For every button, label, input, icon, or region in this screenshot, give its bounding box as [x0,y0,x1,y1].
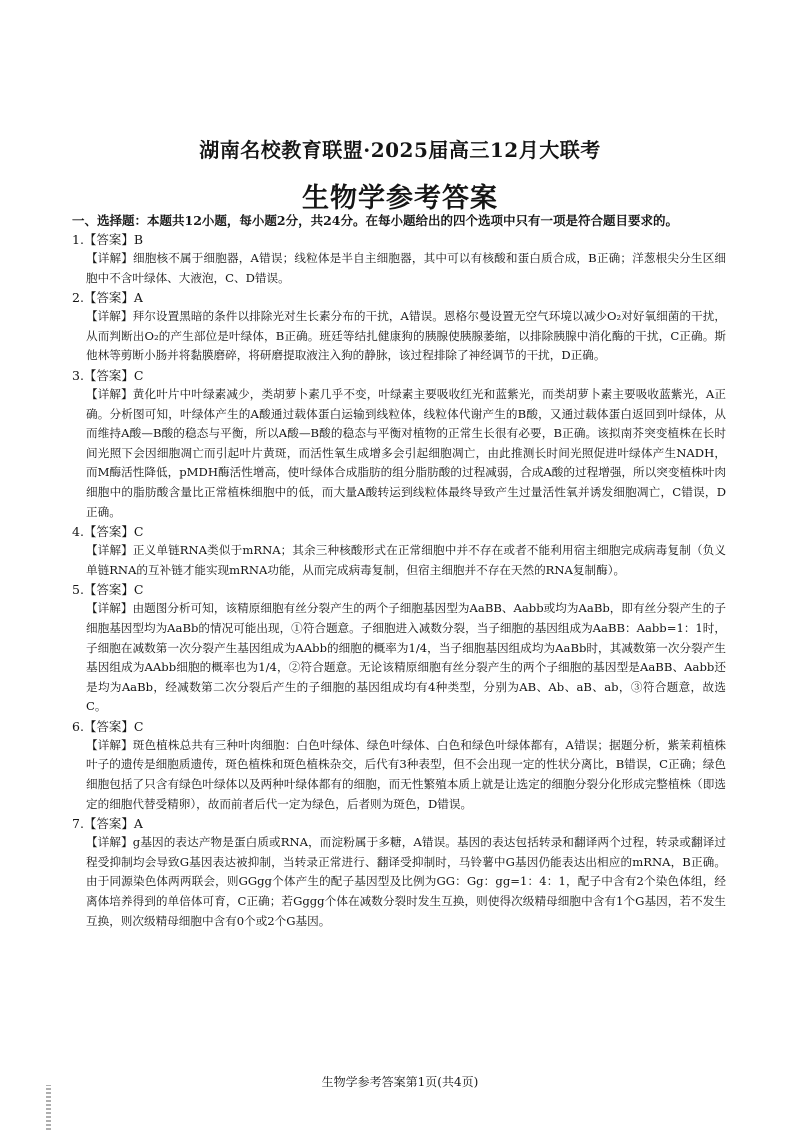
answer-item-3 [72,366,726,522]
explanation-text: 【详解】黄化叶片中叶绿素减少，类胡萝卜素几乎不变，叶绿素主要吸收红光和蓝紫光，而类胡萝卜素主要吸收蓝紫光，A正确。分析图可知，叶绿体产生的A酸通过载体蛋白运输到线粒体，线粒体代谢产生的B酸，又通过载体蛋白返回到叶绿体，从而维持A酸—B酸的稳态与平衡，所以A酸—B酸的稳态与平衡对植物的正常生长很有必要，B正确。该拟南芥突变植株在长时间光照下会因细胞凋亡而引起叶片黄斑，而活性氧生成增多会引起细胞凋亡，由此推测长时间光照促进叶绿体产生NADH，而M酶活性降低，pMDH酶活性增高，使叶绿体合成脂肪的组分脂肪酸的过程减弱，合成A酸的过程增强，所以突变植株叶肉细胞中的脂肪酸含量比正常植株细胞中的低，而大量A酸转运到线粒体最终导致产生过量活性氧并诱发细胞凋亡，C错误，D正确。 [86,386,726,519]
answer-item-4 [72,522,726,580]
answer-item-2 [72,288,726,366]
answer-line: 2.【答案】A [72,290,143,306]
answer-line: 1.【答案】B [72,232,144,247]
explanation-text: 【详解】斑色植株总共有三种叶肉细胞：白色叶绿体、绿色叶绿体、白色和绿色叶绿体都有，A错误；据题分析，紫茉莉植株叶子的遗传是细胞质遗传，斑色植株和斑色植株杂交，后代有3种表型，但不会出现一定的性状分离比，B错误，C正确；绿色细胞包括了只含有绿色叶绿体以及两种叶绿体都有的细胞，而无性繁殖本质上就是让选定的细胞分裂分化形成完整植株（即选定的细胞代替受精卵），故而前者后代一定为绿色，后者则为斑色，D错误。 [86,737,726,811]
answer-item-7 [72,814,726,931]
section-heading: 一、选择题：本题共12小题，每小题2分，共24分。在每小题给出的四个选项中只有一项是符合题目要求的。 [72,213,678,228]
explanation-text: 【详解】拜尔设置黑暗的条件以排除光对生长素分布的干扰，A错误。恩格尔曼设置无空气环境以减少O₂对好氧细菌的干扰，从而判断出O₂的产生部位是叶绿体，B正确。班廷等结扎健康狗的胰腺使胰腺萎缩，以排除胰腺中消化酶的干扰，C正确。斯他林等剪断小肠并将黏膜磨碎，将研磨提取液注入狗的静脉，该过程排除了神经调节的干扰，D正确。 [86,309,726,363]
answer-line: 6.【答案】C [72,718,144,734]
answer-line: 7.【答案】A [72,816,143,832]
explanation-text: 【详解】细胞核不属于细胞器，A错误；线粒体是半自主细胞器，其中可以有核酸和蛋白质合成，B正确；洋葱根尖分生区细胞中不含叶绿体、大液泡，C、D错误。 [86,251,726,285]
explanation-text: 【详解】由题图分析可知，该精原细胞有丝分裂产生的两个子细胞基因型为AaBB、Aabb或均为AaBb，即有丝分裂产生的子细胞基因型均为AaBb的情况可能出现，①符合题意。子细胞进入减数分裂，当子细胞的基因组成为AaBB：Aabb=1：1时，子细胞在减数第一次分裂产生基因组成为AAbb的细胞的概率为1/4，当子细胞基因组成均为AaBb时，其减数第一次分裂产生基因组成为AAbb细胞的概率也为1/4，②符合题意。无论该精原细胞有丝分裂产生的两个子细胞的基因型是AaBB、Aabb还是均为AaBb，经减数第二次分裂后产生的子细胞的基因组成均有4种类型，分别为AB、Ab、aB、ab，③符合题意，故选C。 [86,601,726,714]
answer-line: 5.【答案】C [72,582,144,598]
page-footer: 生物学参考答案第1页(共4页) [321,1075,479,1089]
answer-item-6 [72,717,726,814]
explanation-text: 【详解】正义单链RNA类似于mRNA；其余三种核酸形式在正常细胞中并不存在或者不能利用宿主细胞完成病毒复制（负义单链RNA的互补链才能实现mRNA功能，从而完成病毒复制，但宿主细胞并不存在天然的RNA复制酶）。 [86,543,726,577]
exam-title: 湖南名校教育联盟·2025届高三12月大联考 [199,138,601,162]
answer-item-1 [72,230,726,288]
scan-artifact [46,1085,51,1130]
answer-content [72,211,726,931]
answer-item-5 [72,580,726,717]
explanation-text: 【详解】g基因的表达产物是蛋白质或RNA，而淀粉属于多糖，A错误。基因的表达包括转录和翻译两个过程，转录或翻译过程受抑制均会导致G基因表达被抑制，当转录正常进行、翻译受抑制时，马铃薯中G基因仍能表达出相应的mRNA，B正确。由于同源染色体两两联会，则GGgg个体产生的配子基因型及比例为GG：Gg：gg=1：4：1，配子中含有2个染色体组，经离体培养得到的单倍体可育，C正确；若Gggg个体在减数分裂时发生互换，则使得次级精母细胞中含有1个G基因，若不发生互换，则次级精母细胞中含有0个或2个G基因。 [86,835,726,928]
answer-line: 3.【答案】C [72,367,144,383]
document-title: 生物学参考答案 [302,183,498,214]
answer-line: 4.【答案】C [72,524,144,540]
